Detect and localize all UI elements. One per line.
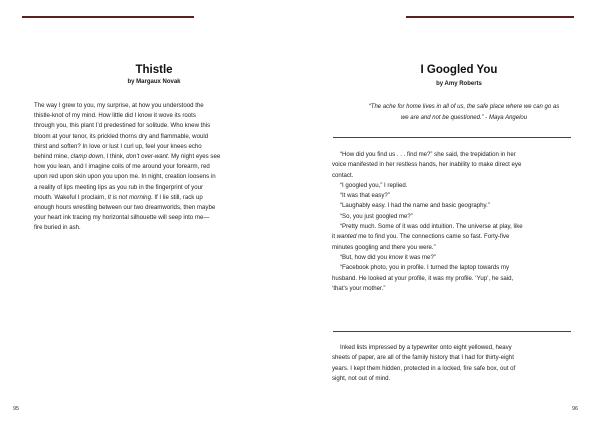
story-line: “How did you find us . . . find me?” she said, the trepidation in her xyxy=(340,151,516,158)
poem-byline: by Margaux Novak xyxy=(127,79,181,85)
emphasis-text: It is not morning xyxy=(107,193,151,201)
story-line: it wanted me to find you. The connections came so fast. Forty-five xyxy=(332,233,510,241)
story-title: I Googled You xyxy=(420,64,498,76)
closing-line: sheets of paper, are all of the family history that I had for thirty-eight xyxy=(332,354,514,362)
emphasis-text: don’t over-want xyxy=(126,153,168,161)
story-line: husband. He looked at your profile, it was my profile. ‘Yup’, he said, xyxy=(332,274,514,282)
emphasis-text: know xyxy=(388,253,404,261)
story-line: contact. xyxy=(332,171,354,179)
page-number: 96 xyxy=(572,406,579,412)
epigraph-line: “The ache for home lives in all of us, the safe place where we can go as xyxy=(368,104,560,110)
epigraph-line: we are and not be questioned.” - Maya Angelou xyxy=(400,114,528,121)
top-rule xyxy=(406,16,574,18)
right-page xyxy=(300,0,600,424)
story-line: “But, how did you know it was me?” xyxy=(340,253,436,261)
story-line: “It was that easy?” xyxy=(340,192,390,200)
text-line: thirst and soften? In love or lust I curl up, feel your knees echo xyxy=(34,142,202,150)
story-line: minutes googling and there you were.” xyxy=(332,243,436,251)
text-line: enough hours wrestling between our two dreamworlds, then maybe xyxy=(34,204,216,212)
story-line: “I googled you,” I replied. xyxy=(340,181,408,189)
text-line: bloom at your tenor, its prickled thorns dry and flammable, would xyxy=(34,132,209,140)
top-rule xyxy=(22,16,194,18)
text-line: fire buried in ash. xyxy=(34,224,81,232)
closing-line: Inked lists impressed by a typewriter onto eight yellowed, heavy xyxy=(340,344,512,351)
story-byline: by Amy Roberts xyxy=(436,81,482,87)
emphasis-text: wanted xyxy=(336,233,357,241)
closing-line: sight, not out of mind. xyxy=(332,374,391,382)
text-line: behind mine, clamp down, I think, don’t over-want. My night eyes see xyxy=(34,153,221,161)
poem-body xyxy=(34,101,266,234)
story-body xyxy=(332,150,576,294)
text-line: a reality of lips meeting lips as you rub in the fingerprint of your xyxy=(34,183,204,191)
section-divider xyxy=(333,331,571,332)
text-line: through you, this plant I’d predestined for solitude. Who knew this xyxy=(34,122,211,130)
text-line: upon red upon skin upon you upon me. In night, creation loosens in xyxy=(34,173,216,181)
story-line: “Pretty much. Some of it was odd intuition. The universe at play, like xyxy=(340,223,523,231)
story-line: “So, you just googled me?” xyxy=(340,212,413,220)
story-closing xyxy=(332,343,576,384)
section-divider xyxy=(333,137,571,138)
text-line: your heart ink tracing my horizontal silhouette will seep into me— xyxy=(34,214,210,222)
story-line: ‘that’s your mother.” xyxy=(332,284,386,292)
story-line: voice manifested in her restless hands, her inability to make direct eye xyxy=(332,161,522,169)
text-line: mouth. Wakeful I proclaim, It is not morning. If I lie still, rack up xyxy=(34,193,203,201)
story-line: “Facebook photo, you in profile. I turned the laptop towards my xyxy=(340,264,510,272)
page-number: 95 xyxy=(13,406,20,412)
epigraph xyxy=(330,102,598,123)
emphasis-text: clamp down xyxy=(70,153,104,161)
text-line: thistle-knot of my mind. How little did I know it wove its roots xyxy=(34,112,196,120)
poem-title: Thistle xyxy=(135,64,173,76)
story-line: “Laughably easy. I had the name and basic geography.” xyxy=(340,202,490,210)
text-line: how you lean, and I imagine coils of me around your forearm, red xyxy=(34,163,210,171)
text-line: The way I grew to you, my surprise, at how you understood the xyxy=(34,102,204,109)
closing-line: years. I kept them hidden, protected in a locked, fire safe box, out of xyxy=(332,364,516,372)
